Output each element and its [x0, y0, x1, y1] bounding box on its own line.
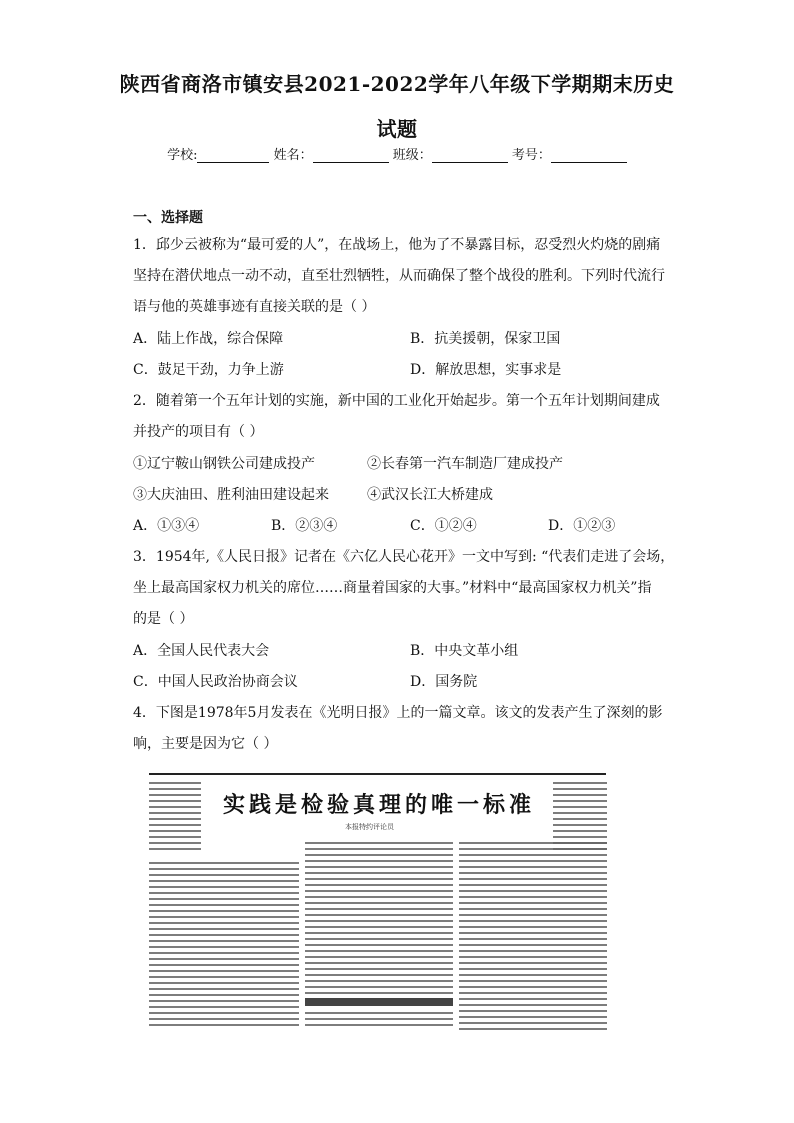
q1-option-c[interactable]: C．鼓足干劲，力争上游 — [133, 362, 284, 378]
q2-line-2: 并投产的项目有（ ） — [133, 424, 264, 440]
newspaper-subheading-bar — [305, 998, 453, 1006]
newspaper-top-rule — [149, 773, 606, 775]
q3-line-1: 3．1954年,《人民日报》记者在《六亿人民心花开》一文中写到: “代表们走进了会场， — [133, 549, 675, 565]
q3-option-d[interactable]: D．国务院 — [410, 674, 478, 690]
q2-item-1: ①辽宁鞍山钢铁公司建成投产 — [133, 456, 315, 472]
newspaper-body-column-2-bottom — [305, 1010, 453, 1030]
school-field[interactable] — [197, 148, 269, 163]
q3-option-b[interactable]: B．中央文革小组 — [410, 643, 519, 659]
q1-option-a[interactable]: A．陆上作战，综合保障 — [133, 331, 284, 347]
q2-option-a[interactable]: A．①③④ — [133, 518, 200, 534]
name-field[interactable] — [313, 148, 389, 163]
exam-number-label: 考号： — [511, 148, 551, 163]
newspaper-body-column-1 — [149, 860, 299, 1030]
q2-item-4: ④武汉长江大桥建成 — [367, 487, 493, 503]
q3-line-2: 坐上最高国家权力机关的席位……商量着国家的大事。”材料中“最高国家权力机关”指 — [133, 580, 652, 596]
q4-line-2: 响，主要是因为它（ ） — [133, 736, 278, 752]
newspaper-body-column-2 — [305, 840, 453, 995]
q2-item-2: ②长春第一汽车制造厂建成投产 — [367, 456, 563, 472]
school-label: 学校: — [167, 148, 198, 163]
q3-line-3: 的是（ ） — [133, 611, 194, 627]
newspaper-byline: 本报特约评论员 — [345, 823, 394, 831]
newspaper-clipping-image — [145, 770, 610, 1032]
newspaper-body-column-3 — [459, 840, 607, 1030]
section-heading: 一、选择题 — [133, 210, 203, 226]
newspaper-left-column-text — [149, 780, 201, 854]
q1-option-d[interactable]: D．解放思想，实事求是 — [410, 362, 562, 378]
q4-line-1: 4．下图是1978年5月发表在《光明日报》上的一篇文章。该文的发表产生了深刻的影 — [133, 705, 663, 721]
exam-number-field[interactable] — [551, 148, 627, 163]
q1-line-2: 坚持在潜伏地点一动不动，直至壮烈牺牲，从而确保了整个战役的胜利。下列时代流行 — [133, 268, 665, 284]
q2-option-b[interactable]: B．②③④ — [271, 518, 338, 534]
q2-option-d[interactable]: D．①②③ — [548, 518, 616, 534]
q3-option-c[interactable]: C．中国人民政治协商会议 — [133, 674, 298, 690]
q1-option-b[interactable]: B．抗美援朝，保家卫国 — [410, 331, 561, 347]
name-label: 姓名： — [273, 148, 313, 163]
exam-title-line1: 陕西省商洛市镇安县2021-2022学年八年级下学期期末历史 — [119, 72, 675, 96]
q2-option-c[interactable]: C．①②④ — [410, 518, 477, 534]
newspaper-headline: 实践是检验真理的唯一标准 — [223, 792, 536, 818]
student-info-row — [0, 144, 794, 163]
class-label: 班级： — [392, 148, 432, 163]
q1-line-1: 1．邱少云被称为“最可爱的人”，在战场上，他为了不暴露目标，忍受烈火灼烧的剧痛 — [133, 237, 661, 253]
q1-line-3: 语与他的英雄事迹有直接关联的是（ ） — [133, 299, 376, 315]
class-field[interactable] — [432, 148, 508, 163]
q2-item-3: ③大庆油田、胜利油田建设起来 — [133, 487, 329, 503]
q2-line-1: 2．随着第一个五年计划的实施，新中国的工业化开始起步。第一个五年计划期间建成 — [133, 393, 660, 409]
exam-title-line2: 试题 — [376, 117, 418, 141]
q3-option-a[interactable]: A．全国人民代表大会 — [133, 643, 270, 659]
